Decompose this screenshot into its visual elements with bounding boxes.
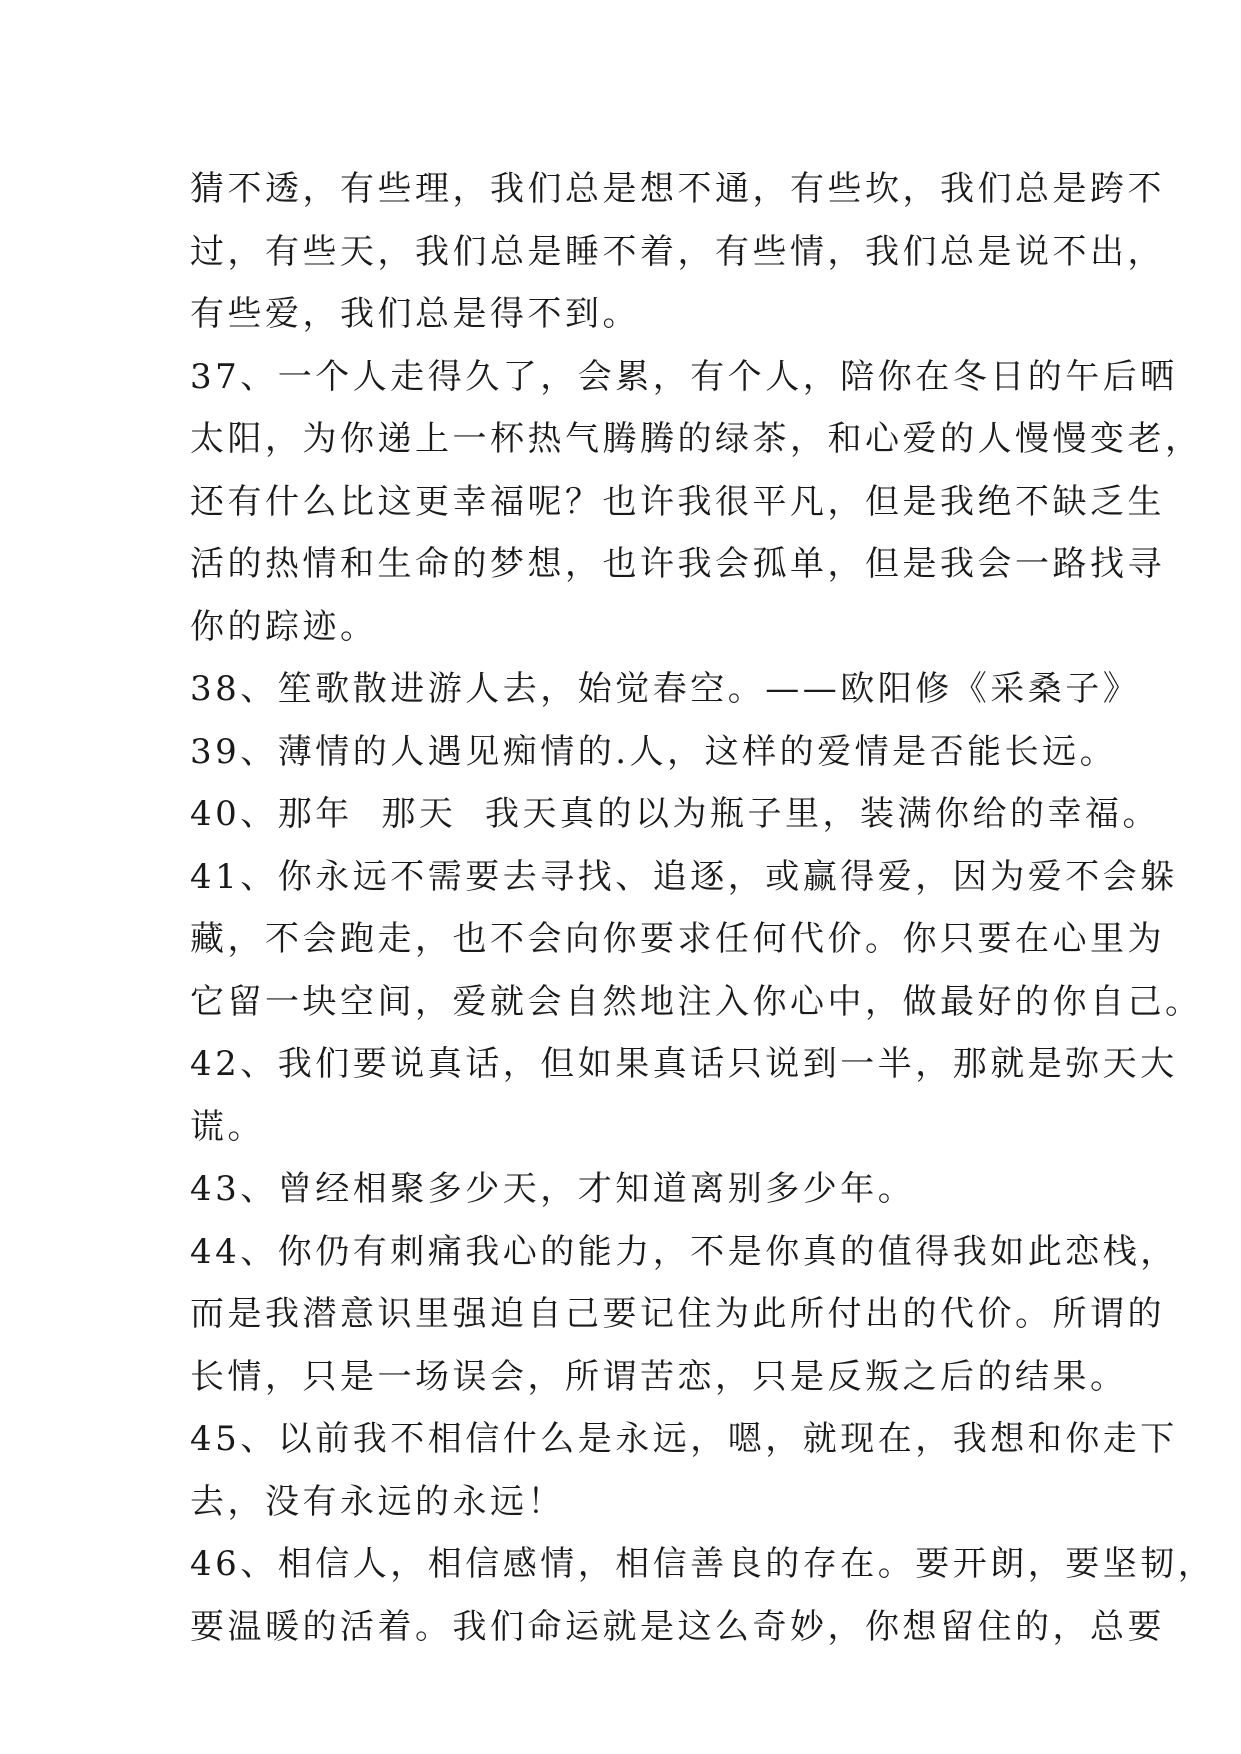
text-line: 你的踪迹。 [190, 606, 378, 647]
text-line: 猜不透，有些理，我们总是想不通，有些坎，我们总是跨不 [190, 169, 1165, 209]
text-line: 45、以前我不相信什么是永远，嗯，就现在，我想和你走下 [190, 1419, 1178, 1459]
text-line: 42、我们要说真话，但如果真话只说到一半，那就是弥天大 [190, 1044, 1178, 1084]
text-line: 40、那年 那天 我天真的以为瓶子里，装满你给的幸福。 [190, 794, 1160, 834]
text-line: 去，没有永远的永远！ [190, 1481, 565, 1522]
text-line: 它留一块空间，爱就会自然地注入你心中，做最好的你自己。 [190, 981, 1203, 1022]
text-line: 38、笙歌散进游人去，始觉春空。——欧阳修《采桑子》 [190, 669, 1141, 709]
text-line: 而是我潜意识里强迫自己要记住为此所付出的代价。所谓的 [190, 1294, 1165, 1334]
text-line: 活的热情和生命的梦想，也许我会孤单，但是我会一路找寻 [190, 544, 1165, 584]
text-line: 43、曾经相聚多少天，才知道离别多少年。 [190, 1169, 916, 1209]
text-line: 46、相信人，相信感情，相信善良的存在。要开朗，要坚韧， [190, 1544, 1216, 1584]
text-line: 要温暖的活着。我们命运就是这么奇妙，你想留住的，总要 [190, 1606, 1165, 1647]
text-line: 44、你仍有刺痛我心的能力，不是你真的值得我如此恋栈， [190, 1231, 1178, 1272]
text-line: 长情，只是一场误会，所谓苦恋，只是反叛之后的结果。 [190, 1356, 1128, 1397]
text-line: 有些爱，我们总是得不到。 [190, 294, 640, 334]
text-line: 41、你永远不需要去寻找、追逐，或赢得爱，因为爱不会躲 [190, 856, 1178, 897]
text-line: 还有什么比这更幸福呢？也许我很平凡，但是我绝不缺乏生 [190, 481, 1165, 522]
text-line: 藏，不会跑走，也不会向你要求任何代价。你只要在心里为 [190, 919, 1165, 959]
document-body [190, 158, 1216, 1658]
text-line: 过，有些天，我们总是睡不着，有些情，我们总是说不出， [190, 231, 1165, 272]
text-line: 39、薄情的人遇见痴情的.人，这样的爱情是否能长远。 [190, 731, 1118, 772]
text-line: 谎。 [190, 1106, 265, 1147]
text-line: 37、一个人走得久了，会累，有个人，陪你在冬日的午后晒 [190, 356, 1178, 397]
text-line: 太阳，为你递上一杯热气腾腾的绿茶，和心爱的人慢慢变老， [190, 419, 1203, 459]
